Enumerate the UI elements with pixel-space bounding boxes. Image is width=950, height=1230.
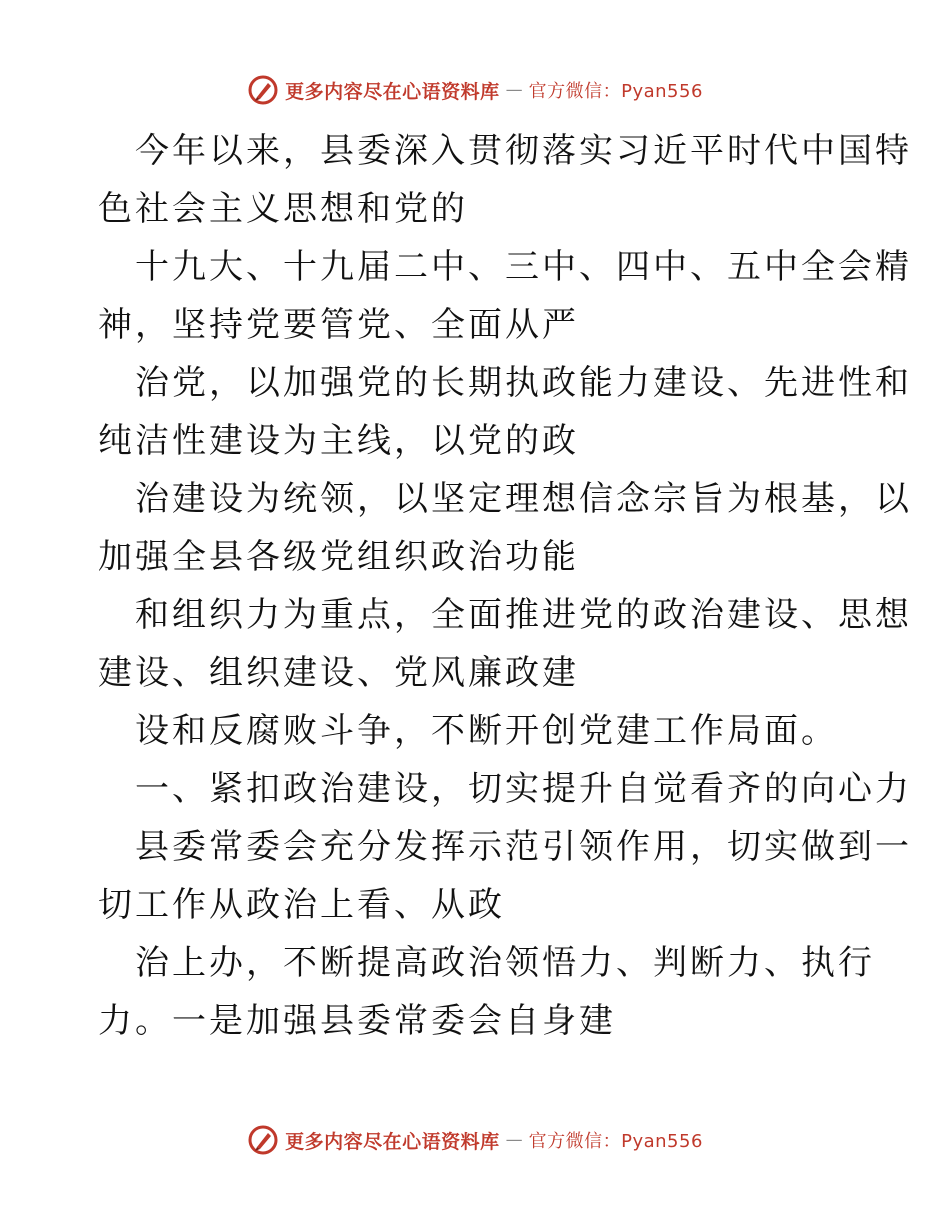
text-line: 神，坚持党要管党、全面从严	[98, 305, 579, 345]
text-line: 和组织力为重点，全面推进党的政治建设、思想	[135, 595, 912, 635]
text-line: 力。一是加强县委常委会自身建	[98, 1001, 616, 1041]
header-watermark	[0, 72, 950, 108]
text-line: 设和反腐败斗争，不断开创党建工作局面。	[135, 711, 838, 751]
text-line: 加强全县各级党组织政治功能	[98, 537, 579, 577]
section-heading: 一、紧扣政治建设，切实提升自觉看齐的向心力	[135, 769, 912, 809]
text-line: 今年以来，县委深入贯彻落实习近平时代中国特	[135, 131, 912, 171]
text-line: 切工作从政治上看、从政	[98, 885, 505, 925]
footer-separator: —	[505, 1130, 523, 1150]
header-contact-text: 官方微信：Pyan556	[528, 81, 703, 102]
text-line: 治党，以加强党的长期执政能力建设、先进性和	[135, 363, 912, 403]
text-line: 色社会主义思想和党的	[98, 189, 468, 229]
header-separator: —	[505, 80, 523, 100]
text-line: 治建设为统领，以坚定理想信念宗旨为根基，以	[135, 479, 912, 519]
text-line: 纯洁性建设为主线，以党的政	[98, 421, 579, 461]
text-line: 建设、组织建设、党风廉政建	[98, 653, 579, 693]
text-line: 十九大、十九届二中、三中、四中、五中全会精	[135, 247, 912, 287]
footer-contact-text: 官方微信：Pyan556	[528, 1131, 703, 1152]
footer-brand-text: 更多内容尽在心语资料库	[285, 1130, 500, 1153]
document-body	[98, 122, 912, 1050]
text-line: 县委常委会充分发挥示范引领作用，切实做到一	[135, 827, 912, 867]
footer-watermark	[0, 1122, 950, 1158]
header-brand-text: 更多内容尽在心语资料库	[285, 80, 500, 103]
pen-logo-icon	[247, 74, 279, 106]
text-line: 治上办，不断提高政治领悟力、判断力、执行	[135, 943, 875, 983]
pen-logo-icon	[247, 1124, 279, 1156]
